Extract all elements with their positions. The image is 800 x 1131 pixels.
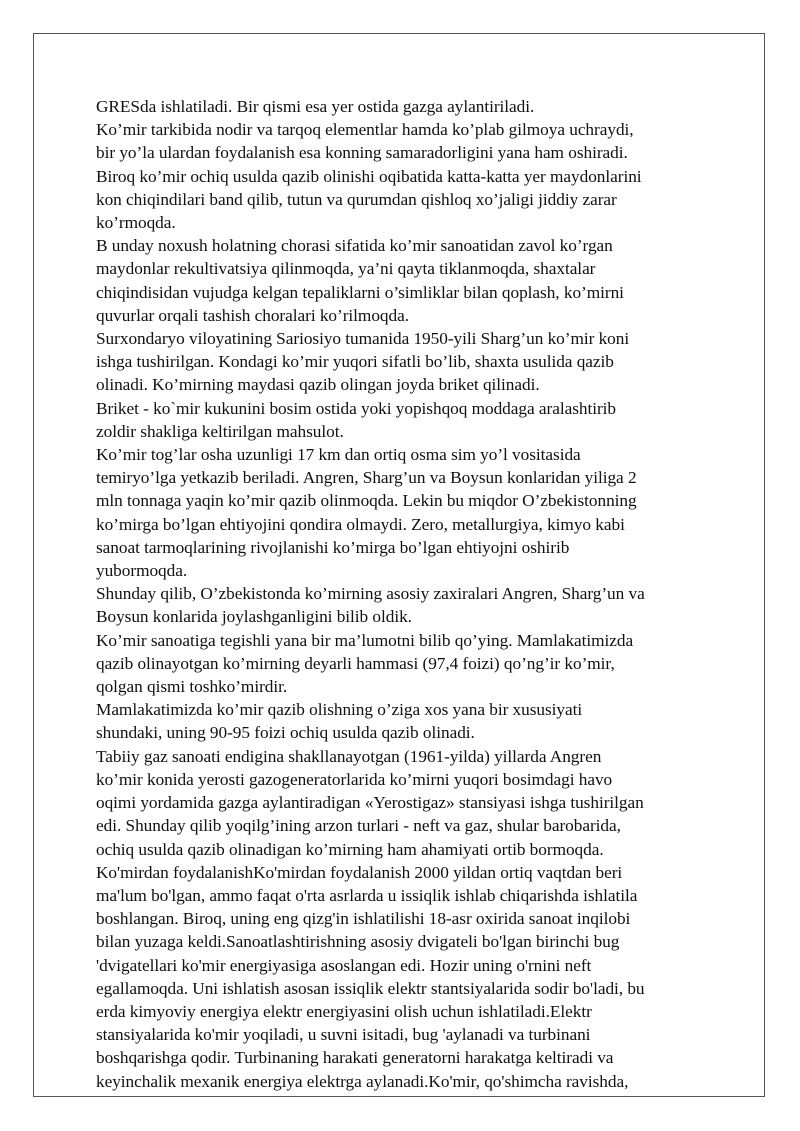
text-line: Mamlakatimizda ko’mir qazib olishning o’ziga xos yana bir xususiyati (96, 700, 583, 720)
text-line: qolgan qismi toshko’mirdir. (96, 677, 288, 697)
text-line: Ko'mirdan foydalanishKo'mirdan foydalanish 2000 yildan ortiq vaqtdan beri (96, 862, 623, 882)
text-line: zoldir shakliga keltirilgan mahsulot. (96, 421, 344, 441)
text-line: B unday noxush holatning chorasi sifatida ko’mir sanoatidan zavol ko’rgan (96, 236, 613, 256)
text-line: olinadi. Ko’mirning maydasi qazib olingan joyda briket qilinadi. (96, 375, 540, 395)
text-line: chiqindisidan vujudga kelgan tepaliklarni o’simliklar bilan qoplash, ko’mirni (96, 282, 624, 302)
text-line: keyinchalik mexanik energiya elektrga aylanadi.Ko'mir, qo'shimcha ravishda, (96, 1071, 629, 1091)
text-line: boshqarishga qodir. Turbinaning harakati generatorni harakatga keltiradi va (96, 1048, 614, 1068)
text-line: kon chiqindilari band qilib, tutun va qurumdan qishloq xo’jaligi jiddiy zarar (96, 189, 617, 209)
text-line: ko’mirga bo’lgan ehtiyojini qondira olmaydi. Zero, metallurgiya, kimyo kabi (96, 514, 625, 534)
text-line: Ko’mir tarkibida nodir va tarqoq elementlar hamda ko’plab gilmoya uchraydi, (96, 120, 634, 140)
text-line: oqimi yordamida gazga aylantiradigan «Yerostigaz» stansiyasi ishga tushirilgan (96, 793, 644, 813)
text-line: ishga tushirilgan. Kondagi ko’mir yuqori sifatli bo’lib, shaxta usulida qazib (96, 352, 614, 372)
text-line: qazib olinayotgan ko’mirning deyarli hammasi (97,4 foizi) qo’ng’ir ko’mir, (96, 653, 615, 673)
text-line: sanoat tarmoqlarining rivojlanishi ko’mirga bo’lgan ehtiyojni oshirib (96, 537, 570, 557)
text-line: egallamoqda. Uni ishlatish asosan issiqlik elektr stantsiyalarida sodir bo'ladi, bu (96, 978, 645, 998)
text-line: stansiyalarida ko'mir yoqiladi, u suvni isitadi, bug 'aylanadi va turbinani (96, 1025, 591, 1045)
text-line: Briket - ko`mir kukunini bosim ostida yoki yopishqoq moddaga aralashtirib (96, 398, 617, 418)
text-line: temiryo’lga yetkazib beriladi. Angren, Sharg’un va Boysun konlaridan yiliga 2 (96, 468, 637, 488)
text-line: shundaki, uning 90-95 foizi ochiq usulda qazib olinadi. (96, 723, 475, 743)
text-line: Tabiiy gaz sanoati endigina shakllanayotgan (1961-yilda) yillarda Angren (96, 746, 602, 766)
text-line: ochiq usulda qazib olinadigan ko’mirning ham ahamiyati ortib bormoqda. (96, 839, 604, 859)
text-line: ma'lum bo'lgan, ammo faqat o'rta asrlarda u issiqlik ishlab chiqarishda ishlatila (96, 885, 638, 905)
text-line: mln tonnaga yaqin ko’mir qazib olinmoqda. Lekin bu miqdor O’zbekistonning (96, 491, 637, 511)
text-line: erda kimyoviy energiya elektr energiyasini olish uchun ishlatiladi.Elektr (96, 1001, 592, 1021)
text-line: Shunday qilib, O’zbekistonda ko’mirning asosiy zaxiralari Angren, Sharg’un va (96, 584, 645, 604)
text-line: ko’rmoqda. (96, 213, 176, 233)
document-body (96, 95, 736, 1093)
text-line: maydonlar rekultivatsiya qilinmoqda, ya’ni qayta tiklanmoqda, shaxtalar (96, 259, 596, 279)
text-line: bir yo’la ulardan foydalanish esa konning samaradorligini yana ham oshiradi. (96, 143, 628, 163)
text-line: ko’mir konida yerosti gazogeneratorlarida ko’mirni yuqori bosimdagi havo (96, 769, 613, 789)
text-line: Biroq ko’mir ochiq usulda qazib olinishi oqibatida katta-katta yer maydonlarini (96, 166, 642, 186)
text-line: GRESda ishlatiladi. Bir qismi esa yer ostida gazga aylantiriladi. (96, 97, 535, 116)
text-line: edi. Shunday qilib yoqilg’ining arzon turlari - neft va gaz, shular barobarida, (96, 816, 621, 836)
text-line: Surxondaryo viloyatining Sariosiyo tumanida 1950-yili Sharg’un ko’mir koni (96, 329, 630, 349)
text-line: Ko’mir sanoatiga tegishli yana bir ma’lumotni bilib qo’ying. Mamlakatimizda (96, 630, 634, 650)
text-line: yubormoqda. (96, 561, 188, 581)
text-line: bilan yuzaga keldi.Sanoatlashtirishning asosiy dvigateli bo'lgan birinchi bug (96, 932, 620, 952)
text-line: Boysun konlarida joylashganligini bilib oldik. (96, 607, 412, 627)
text-line: quvurlar orqali tashish choralari ko’rilmoqda. (96, 305, 409, 325)
text-line: Ko’mir tog’lar osha uzunligi 17 km dan ortiq osma sim yo’l vositasida (96, 445, 581, 465)
text-line: 'dvigatellari ko'mir energiyasiga asoslangan edi. Hozir uning o'rnini neft (96, 955, 592, 975)
text-line: boshlangan. Biroq, uning eng qizg'in ishlatilishi 18-asr oxirida sanoat inqilobi (96, 909, 631, 929)
